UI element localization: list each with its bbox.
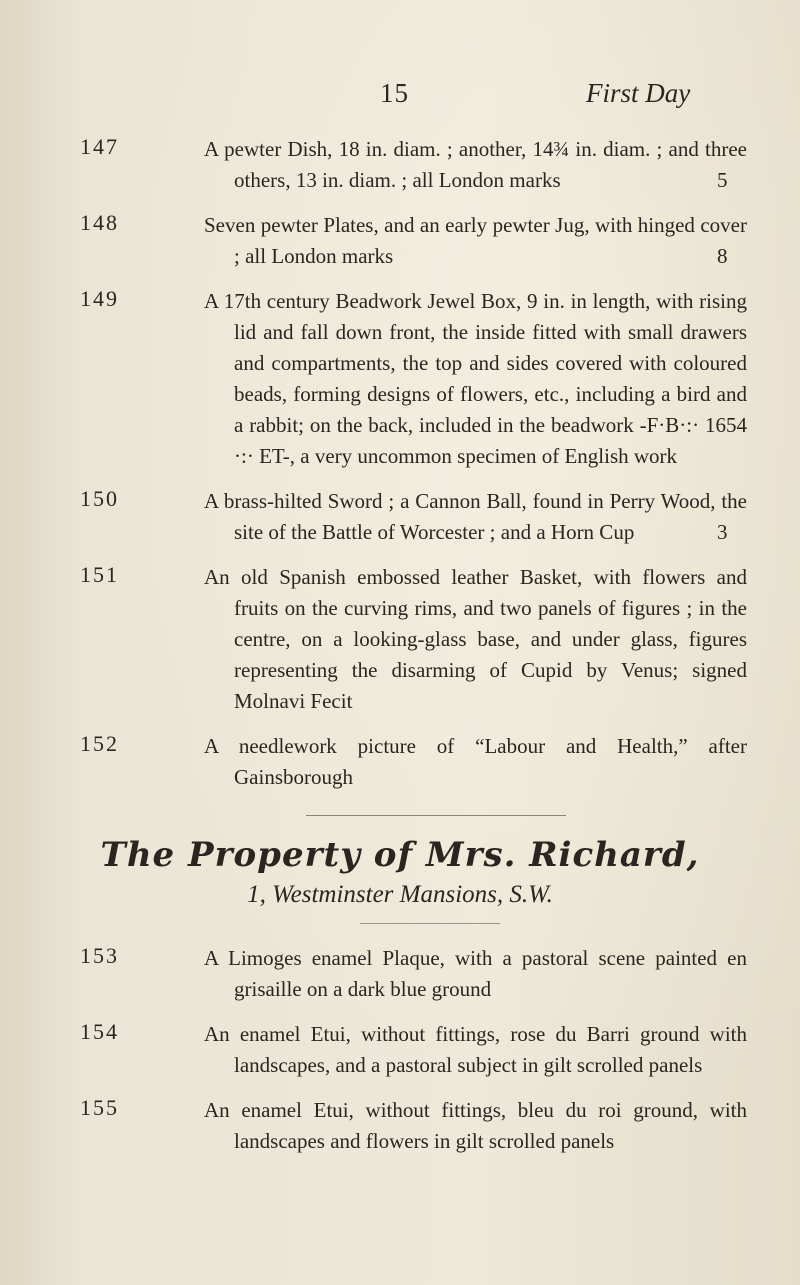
lot-description [204,943,747,1005]
lot-number: 147 [80,134,119,159]
page-number: 15 [380,78,409,108]
page-header [0,78,800,108]
lot-description: A brass-hilted Sword ; a Cannon Ball, found in Perry Wood, the site of the Battle of Worcester ; and a Horn Cup 3 [204,486,747,548]
lot-text: Seven pewter Plates, and an early pewter Jug, with hinged cover ; all London marks [204,213,747,268]
lot-number: 150 [80,486,119,511]
section-divider [360,923,500,924]
lot-number: 151 [80,562,119,587]
lot-description: A pewter Dish, 18 in. diam. ; another, 14¾ in. diam. ; and three others, 13 in. diam. ; all London marks 5 [204,134,747,196]
lot-description: Seven pewter Plates, and an early pewter Jug, with hinged cover ; all London marks 8 [204,210,747,272]
lot-number: 149 [80,286,119,311]
lot-description [204,1095,747,1157]
lot-number: 154 [80,1019,119,1044]
lot-number: 152 [80,731,119,756]
lot-text: A pewter Dish, 18 in. diam. ; another, 14¾ in. diam. ; and three others, 13 in. diam. ; all London marks [204,137,747,192]
lot-description [204,1019,747,1081]
property-address: 1, Westminster Mansions, S.W. [247,881,553,908]
lot-description [204,286,747,472]
section-divider [306,815,566,816]
lot-number: 155 [80,1095,119,1120]
lot-number: 148 [80,210,119,235]
lot-text: An enamel Etui, without fittings, rose du Barri ground with landscapes, and a pastoral subject in gilt scrolled panels [204,1022,747,1077]
lot-description [204,731,747,793]
lot-number: 153 [80,943,119,968]
lot-text: A needlework picture of “Labour and Health,” after Gainsborough [204,734,747,789]
lot-description [204,562,747,717]
lot-text: A Limoges enamel Plaque, with a pastoral scene painted en grisaille on a dark blue ground [204,946,747,1001]
property-heading [0,835,800,909]
lot-text: A brass-hilted Sword ; a Cannon Ball, found in Perry Wood, the site of the Battle of Worcester ; and a Horn Cup [204,489,747,544]
property-owner: The Property of Mrs. Richard, [100,835,700,875]
day-title: First Day [586,78,691,108]
lot-text: A 17th century Beadwork Jewel Box, 9 in. in length, with rising lid and fall down front, the inside fitted with small drawers and compartments, the top and sides covered with coloured beads, forming designs of flowers, etc., including a bird and a rabbit; on the back, included in the beadwork -F·B·:· 1654 ·:· ET-, a very uncommon specimen of English work [204,289,747,468]
lot-text: An old Spanish embossed leather Basket, with flowers and fruits on the curving rims, and two panels of figures ; in the centre, on a looking-glass base, and under glass, figures representing the disarming of Cupid by Venus; signed Molnavi Fecit [204,565,747,713]
lot-text: An enamel Etui, without fittings, bleu du roi ground, with landscapes and flowers in gilt scrolled panels [204,1098,747,1153]
